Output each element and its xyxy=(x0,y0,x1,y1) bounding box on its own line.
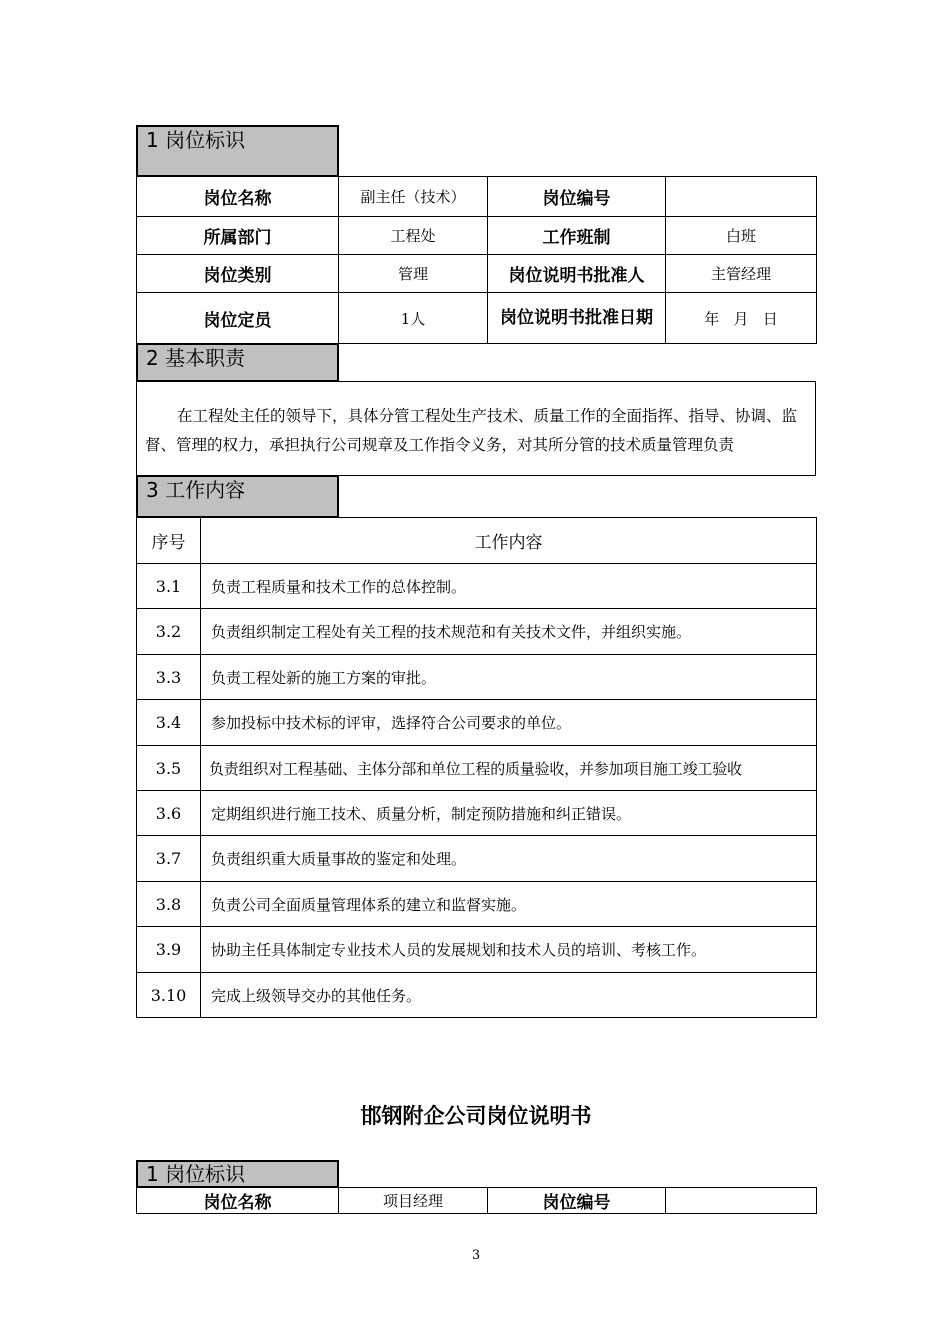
section-1-header: 1 岗位标识 xyxy=(136,125,339,177)
work-item-number: 3.1 xyxy=(137,564,201,609)
label-approval-date: 岗位说明书批准日期 xyxy=(488,293,666,344)
duty-description: 在工程处主任的领导下，具体分管工程处生产技术、质量工作的全面指挥、指导、协调、监督、管理的权力，承担执行公司规章及工作指令义务，对其所分管的技术质量管理负责 xyxy=(136,381,816,476)
doc2-section-1-header: 1 岗位标识 xyxy=(136,1160,339,1188)
label-shift: 工作班制 xyxy=(488,217,666,255)
work-item-text: 负责工程处新的施工方案的审批。 xyxy=(201,655,817,700)
label-position-code: 岗位编号 xyxy=(488,1188,666,1214)
work-item-text: 参加投标中技术标的评审，选择符合公司要求的单位。 xyxy=(201,700,817,746)
value-shift: 白班 xyxy=(666,217,817,255)
work-item-number: 3.6 xyxy=(137,791,201,836)
work-item-row xyxy=(137,564,817,609)
value-position-name: 项目经理 xyxy=(339,1188,488,1214)
label-department: 所属部门 xyxy=(137,217,339,255)
value-position-code xyxy=(666,177,817,217)
work-item-number: 3.2 xyxy=(137,609,201,655)
header-content: 工作内容 xyxy=(201,518,817,564)
work-item-text: 负责组织重大质量事故的鉴定和处理。 xyxy=(201,836,817,882)
work-item-row xyxy=(137,836,817,882)
work-item-text: 负责组织制定工程处有关工程的技术规范和有关技术文件，并组织实施。 xyxy=(201,609,817,655)
work-item-row xyxy=(137,791,817,836)
work-item-number: 3.9 xyxy=(137,927,201,973)
info-row xyxy=(137,217,817,255)
work-item-number: 3.4 xyxy=(137,700,201,746)
value-headcount: 1人 xyxy=(339,293,488,344)
section-2-header: 2 基本职责 xyxy=(136,343,339,382)
label-position-name: 岗位名称 xyxy=(137,177,339,217)
value-category: 管理 xyxy=(339,255,488,293)
info-row xyxy=(137,255,817,293)
work-item-row xyxy=(137,700,817,746)
page-number: 3 xyxy=(471,1248,481,1263)
work-item-text: 协助主任具体制定专业技术人员的发展规划和技术人员的培训、考核工作。 xyxy=(201,927,817,973)
work-item-text: 负责公司全面质量管理体系的建立和监督实施。 xyxy=(201,882,817,927)
label-approver: 岗位说明书批准人 xyxy=(488,255,666,293)
value-approver: 主管经理 xyxy=(666,255,817,293)
work-item-row xyxy=(137,609,817,655)
info-row xyxy=(137,177,817,217)
section-3-header: 3 工作内容 xyxy=(136,475,339,518)
value-department: 工程处 xyxy=(339,217,488,255)
value-position-code xyxy=(666,1188,817,1214)
label-position-code: 岗位编号 xyxy=(488,177,666,217)
work-header-row xyxy=(137,518,817,564)
label-headcount: 岗位定员 xyxy=(137,293,339,344)
work-item-text: 负责组织对工程基础、主体分部和单位工程的质量验收，并参加项目施工竣工验收 xyxy=(201,746,817,791)
work-item-number: 3.7 xyxy=(137,836,201,882)
label-position-name: 岗位名称 xyxy=(137,1188,339,1214)
info-row xyxy=(137,293,817,344)
document-title: 邯钢附企公司岗位说明书 xyxy=(360,1104,592,1128)
header-number: 序号 xyxy=(137,518,201,564)
label-category: 岗位类别 xyxy=(137,255,339,293)
work-item-row xyxy=(137,655,817,700)
work-item-text: 定期组织进行施工技术、质量分析，制定预防措施和纠正错误。 xyxy=(201,791,817,836)
work-item-number: 3.8 xyxy=(137,882,201,927)
work-item-text: 负责工程质量和技术工作的总体控制。 xyxy=(201,564,817,609)
work-item-row xyxy=(137,882,817,927)
work-item-row xyxy=(137,927,817,973)
work-item-number: 3.5 xyxy=(137,746,201,791)
doc2-position-info-table xyxy=(136,1187,817,1214)
position-info-table xyxy=(136,176,817,344)
work-item-row xyxy=(137,973,817,1018)
work-item-row xyxy=(137,746,817,791)
work-item-number: 3.10 xyxy=(137,973,201,1018)
value-approval-date: 年 月 日 xyxy=(666,293,817,344)
work-item-number: 3.3 xyxy=(137,655,201,700)
work-content-table xyxy=(136,517,817,1018)
work-item-text: 完成上级领导交办的其他任务。 xyxy=(201,973,817,1018)
info-row xyxy=(137,1188,817,1214)
value-position-name: 副主任（技术） xyxy=(339,177,488,217)
